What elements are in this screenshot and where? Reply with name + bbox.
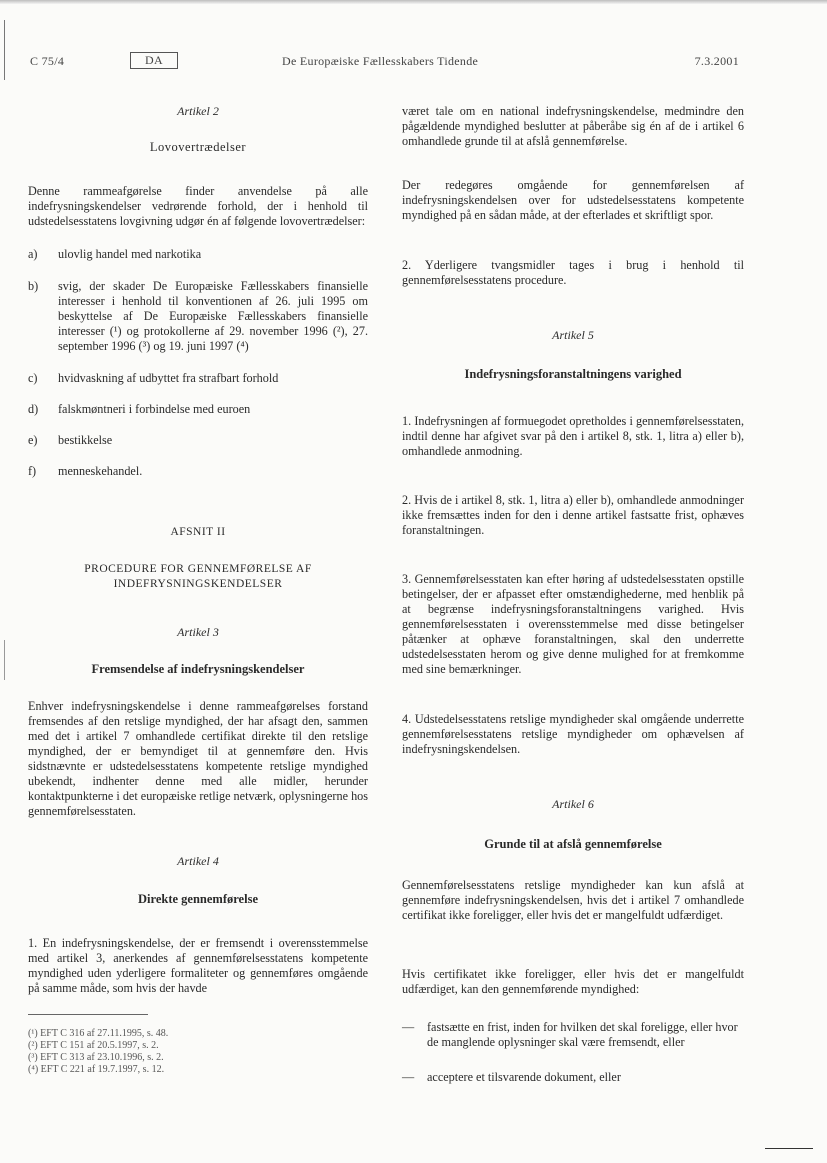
list-item bbox=[28, 464, 368, 479]
article-6-paragraph-2: Hvis certifikatet ikke foreligger, eller hvis det er mangelfuldt udfærdiget, kan den gennemførende myndighed: bbox=[402, 967, 744, 996]
article-4-text: 1. En indefrysningskendelse, der er fremsendt i overensstemmelse med artikel 3, anerkendes af gennemførelsesstatens kompetente myndighed uden yderligere formaliteter og gennemføres omgående på samme måde, som hvis der havde bbox=[28, 936, 368, 995]
article-6-label: Artikel 6 bbox=[552, 797, 594, 811]
footnote: (²) EFT C 151 af 20.5.1997, s. 2. bbox=[28, 1040, 159, 1051]
dash-marker: — bbox=[402, 1020, 415, 1034]
list-marker: b) bbox=[28, 279, 39, 293]
journal-title: De Europæiske Fællesskabers Tidende bbox=[282, 54, 479, 68]
article-4-continuation: været tale om en national indefrysningskendelse, medmindre den pågældende myndighed beslutter at påberåbe sig én af de i artikel 6 omhandlede grunde til at afslå gennemførelse. bbox=[402, 104, 744, 148]
list-marker: c) bbox=[28, 371, 38, 385]
list-text: menneskehandel. bbox=[58, 464, 143, 478]
dash-marker: — bbox=[402, 1070, 415, 1084]
article-4-paragraph: Der redegøres omgående for gennemførelsen af indefrysningskendelsen over for udstedelsesstatens kompetente myndighed på en sådan måde, at der efterlades et skriftligt spor. bbox=[402, 178, 744, 222]
article-2-label: Artikel 2 bbox=[177, 104, 219, 118]
publication-date: 7.3.2001 bbox=[694, 54, 739, 68]
article-3-label: Artikel 3 bbox=[177, 625, 219, 639]
article-5-label: Artikel 5 bbox=[552, 328, 594, 342]
scan-top-edge bbox=[0, 0, 827, 4]
list-item bbox=[28, 402, 368, 417]
scan-artifact-line bbox=[4, 20, 5, 80]
list-marker: f) bbox=[28, 464, 37, 478]
section-label: AFSNIT II bbox=[170, 526, 226, 538]
article-4-paragraph-2: 2. Yderligere tvangsmidler tages i brug i henhold til gennemførelsesstatens procedure. bbox=[402, 258, 744, 287]
article-3-text: Enhver indefrysningskendelse i denne rammeafgørelses forstand fremsendes af den retslige myndighed, der har afsagt den, sammen med det i artikel 7 omhandlede certifikat direkte til den retslige myndighed, der er bemyndiget til at gennemføre den. Hvis sidstnævnte er udstedelsesstatens kompetente retslige myndighed ubekendt, indhenter denne med alle midler, herunder kontaktpunkterne i det europæiske retlige netværk, oplysningerne hos gennemførelsesstaten. bbox=[28, 699, 368, 818]
article-5-paragraph-3: 3. Gennemførelsesstaten kan efter høring af udstedelsesstaten opstille betingelser, der er afpasset efter omstændighederne, med henblik på at begrænse indefrysningsforanstaltningens varighed. Hvis gennemførelsesstaten i overensstemmelse med disse betingelser påtænker at ophæve foranstaltningen, skal den underrette udstedelsesstaten herom og give denne mulighed for at fremkomme med sine bemærkninger. bbox=[402, 572, 744, 676]
article-3-title: Fremsendelse af indefrysningskendelser bbox=[91, 662, 305, 676]
list-text: ulovlig handel med narkotika bbox=[58, 247, 202, 261]
scan-artifact-line bbox=[4, 640, 5, 680]
list-text: falskmøntneri i forbindelse med euroen bbox=[58, 402, 251, 416]
dash-list-item bbox=[402, 1020, 744, 1050]
footnote: (³) EFT C 313 af 23.10.1996, s. 2. bbox=[28, 1052, 164, 1063]
list-text: bestikkelse bbox=[58, 433, 113, 447]
article-5-paragraph-2: 2. Hvis de i artikel 8, stk. 1, litra a) eller b), omhandlede anmodninger ikke fremsættes inden for den i denne artikel fastsatte frist, ophæves foranstaltningen. bbox=[402, 493, 744, 537]
article-4-title: Direkte gennemførelse bbox=[138, 892, 258, 906]
journal-reference: C 75/4 bbox=[30, 54, 65, 68]
article-2-title: Lovovertrædelser bbox=[149, 140, 247, 154]
dash-text: acceptere et tilsvarende dokument, eller bbox=[427, 1070, 621, 1084]
list-marker: e) bbox=[28, 433, 38, 447]
article-4-label: Artikel 4 bbox=[177, 854, 219, 868]
list-marker: a) bbox=[28, 247, 38, 261]
dash-text: fastsætte en frist, inden for hvilken det skal foreligge, eller hvor de manglende oplysninger skal være fremsendt, eller bbox=[427, 1020, 738, 1049]
article-2-intro: Denne rammeafgørelse finder anvendelse på alle indefrysningskendelser vedrørende forhold, der i henhold til udstedelsesstatens lovgivning udgør én af følgende lovovertrædelser: bbox=[28, 184, 368, 228]
footnote: (¹) EFT C 316 af 27.11.1995, s. 48. bbox=[28, 1028, 169, 1039]
article-6-title: Grunde til at afslå gennemførelse bbox=[484, 837, 662, 851]
article-5-paragraph-1: 1. Indefrysningen af formuegodet opretholdes i gennemførelsesstaten, indtil denne har afgivet svar på den i artikel 8, stk. 1, litra a) eller b), omhandlede anmodning. bbox=[402, 414, 744, 458]
article-6-paragraph-1: Gennemførelsesstatens retslige myndigheder kan kun afslå at gennemføre indefrysningskendelsen, hvis det i artikel 7 omhandlede certifikat ikke foreligger, eller hvis det er mangelfuldt udfærdiget. bbox=[402, 878, 744, 922]
list-text: svig, der skader De Europæiske Fællesskabers finansielle interesser i henhold til konventionen af 26. juli 1995 om beskyttelse af De Europæiske Fællesskabers finansielle interesser (¹) og protokollerne af 29. november 1996 (²), 27. september 1996 (³) og 19. juni 1997 (⁴) bbox=[58, 279, 368, 353]
language-badge: DA bbox=[130, 52, 178, 69]
list-item bbox=[28, 433, 368, 448]
footnote-rule bbox=[28, 1014, 148, 1015]
page-header bbox=[30, 54, 739, 72]
list-item bbox=[28, 371, 368, 386]
footnote: (⁴) EFT C 221 af 19.7.1997, s. 12. bbox=[28, 1064, 165, 1075]
list-item bbox=[28, 247, 368, 262]
article-5-title: Indefrysningsforanstaltningens varighed bbox=[464, 367, 682, 381]
dash-list-item bbox=[402, 1070, 744, 1085]
article-5-paragraph-4: 4. Udstedelsesstatens retslige myndigheder skal omgående underrette gennemførelsesstatens retslige myndigheder om ophævelsen af indefrysningskendelsen. bbox=[402, 712, 744, 756]
list-item bbox=[28, 279, 368, 354]
page-corner-mark bbox=[765, 1148, 813, 1149]
section-title: PROCEDURE FOR GENNEMFØRELSE AF INDEFRYSNINGSKENDELSER bbox=[84, 563, 312, 590]
list-text: hvidvaskning af udbyttet fra strafbart forhold bbox=[58, 371, 279, 385]
list-marker: d) bbox=[28, 402, 39, 416]
